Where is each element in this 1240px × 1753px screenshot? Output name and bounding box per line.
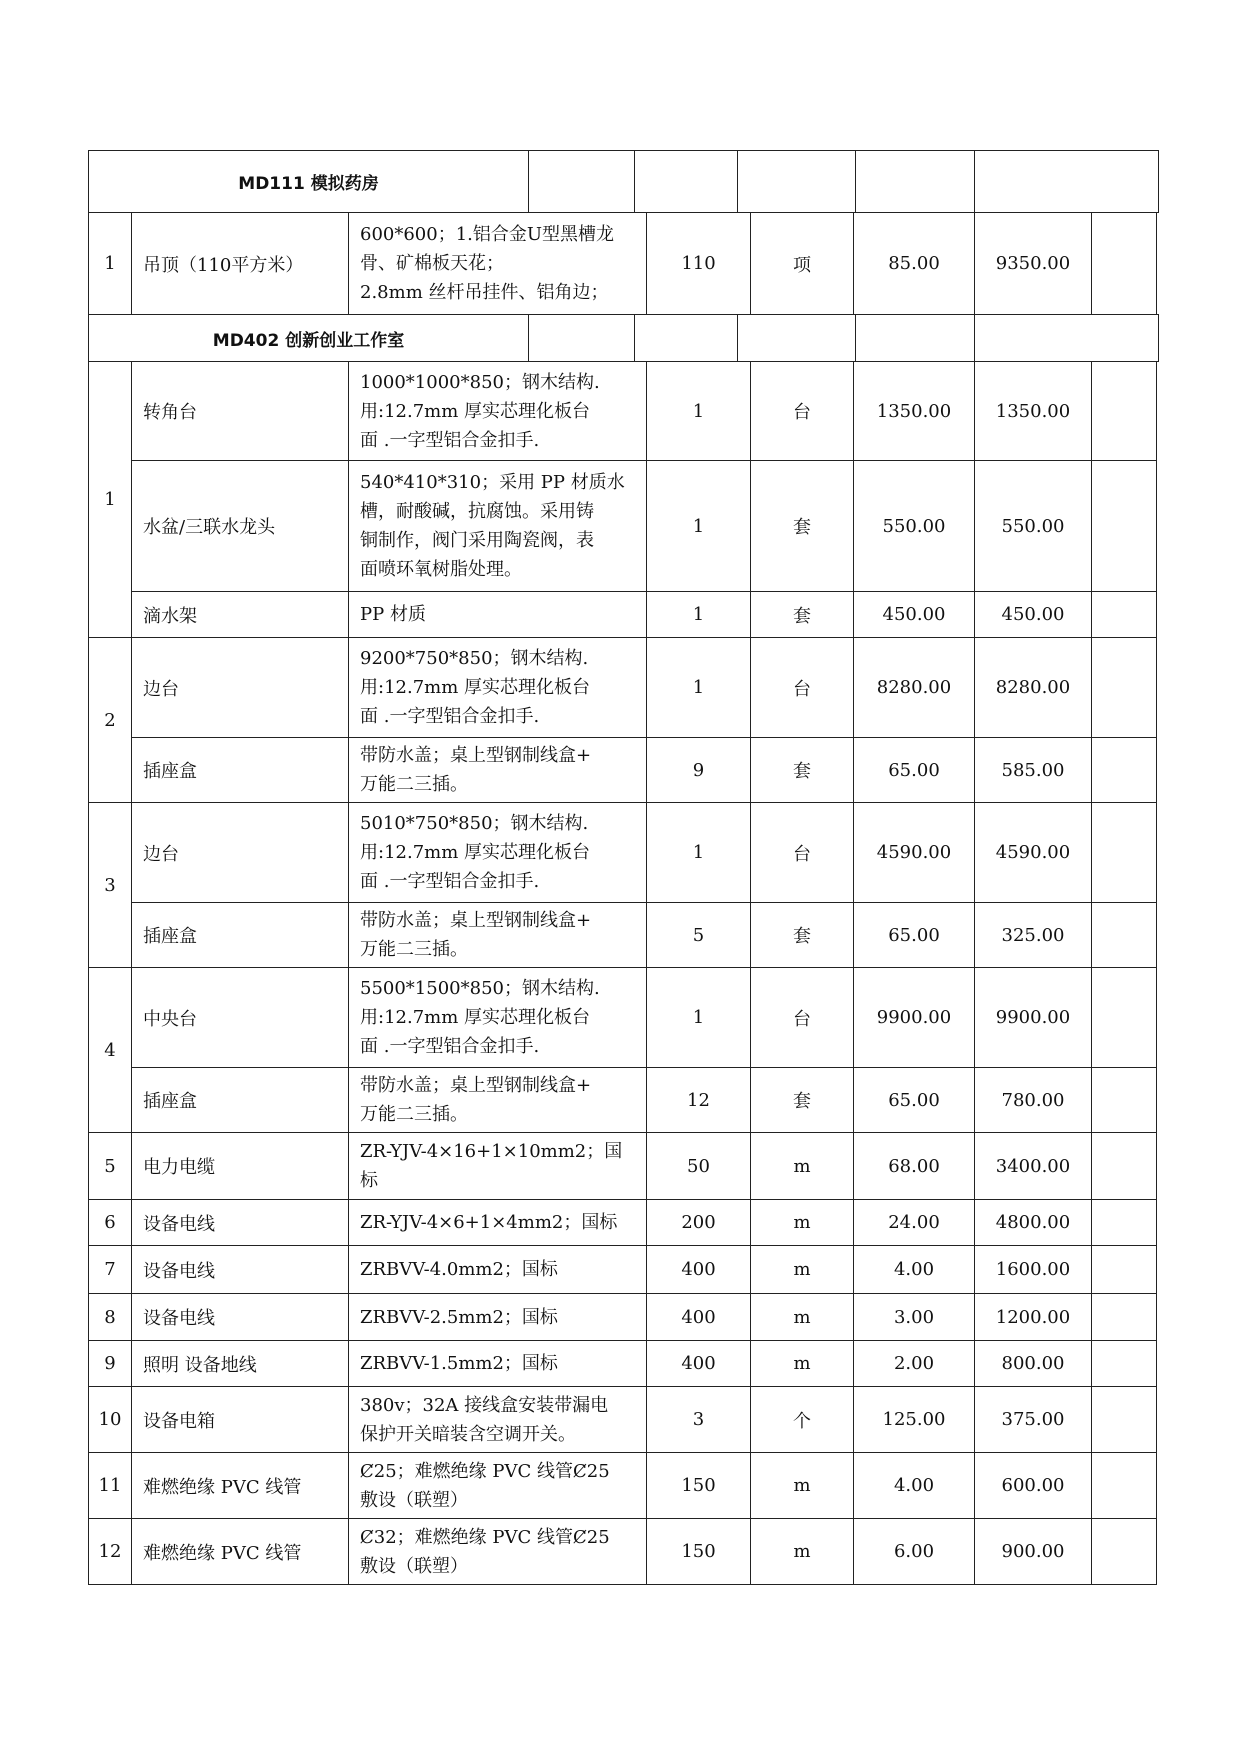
item-number: 7 xyxy=(89,1246,132,1294)
item-unit-price: 2.00 xyxy=(854,1341,975,1387)
item-quantity: 50 xyxy=(647,1133,751,1200)
item-quantity: 1 xyxy=(647,803,751,903)
item-spec: 5500*1500*850；钢木结构. 用:12.7mm 厚实芯理化板台 面 .一字型铝合金扣手. xyxy=(349,968,647,1068)
item-remark xyxy=(1092,1387,1157,1453)
item-name: 设备电箱 xyxy=(132,1387,349,1453)
item-quantity: 150 xyxy=(647,1519,751,1585)
item-spec: ZRBVV-4.0mm2；国标 xyxy=(349,1246,647,1294)
item-unit-price: 1350.00 xyxy=(854,362,975,461)
item-number: 1 xyxy=(89,362,132,638)
item-spec: Ȼ32；难燃绝缘 PVC 线管Ȼ25 敷设（联塑） xyxy=(349,1519,647,1585)
item-unit: 台 xyxy=(751,362,854,461)
item-quantity: 9 xyxy=(647,738,751,803)
item-unit-price: 125.00 xyxy=(854,1387,975,1453)
item-remark xyxy=(1092,1068,1157,1133)
item-amount: 780.00 xyxy=(975,1068,1092,1133)
item-unit: 套 xyxy=(751,1068,854,1133)
item-name: 插座盒 xyxy=(132,1068,349,1133)
item-name: 设备电线 xyxy=(132,1246,349,1294)
item-unit: 套 xyxy=(751,592,854,638)
item-quantity: 400 xyxy=(647,1294,751,1341)
item-name: 吊顶（110平方米） xyxy=(132,213,349,315)
table-row xyxy=(89,903,1157,968)
item-unit: 个 xyxy=(751,1387,854,1453)
item-unit: 台 xyxy=(751,968,854,1068)
item-amount: 600.00 xyxy=(975,1453,1092,1519)
item-name: 难燃绝缘 PVC 线管 xyxy=(132,1519,349,1585)
table-row xyxy=(89,1133,1157,1200)
item-unit: 台 xyxy=(751,638,854,738)
item-unit-price: 65.00 xyxy=(854,903,975,968)
item-amount: 9350.00 xyxy=(975,213,1092,315)
item-unit: m xyxy=(751,1294,854,1341)
item-unit-price: 6.00 xyxy=(854,1519,975,1585)
item-quantity: 1 xyxy=(647,638,751,738)
table-row xyxy=(89,803,1157,903)
item-quantity: 1 xyxy=(647,592,751,638)
item-unit: m xyxy=(751,1453,854,1519)
item-quantity: 12 xyxy=(647,1068,751,1133)
item-name: 照明 设备地线 xyxy=(132,1341,349,1387)
table-row xyxy=(89,461,1157,592)
item-unit-price: 65.00 xyxy=(854,1068,975,1133)
item-amount: 1200.00 xyxy=(975,1294,1092,1341)
item-amount: 585.00 xyxy=(975,738,1092,803)
item-number: 3 xyxy=(89,803,132,968)
item-number: 12 xyxy=(89,1519,132,1585)
item-amount: 4590.00 xyxy=(975,803,1092,903)
item-spec: Ȼ25；难燃绝缘 PVC 线管Ȼ25 敷设（联塑） xyxy=(349,1453,647,1519)
item-quantity: 110 xyxy=(647,213,751,315)
item-remark xyxy=(1092,213,1157,315)
item-unit-price: 65.00 xyxy=(854,738,975,803)
table-row xyxy=(89,1246,1157,1294)
item-amount: 8280.00 xyxy=(975,638,1092,738)
item-name: 滴水架 xyxy=(132,592,349,638)
item-remark xyxy=(1092,803,1157,903)
item-remark xyxy=(1092,1294,1157,1341)
item-unit: 台 xyxy=(751,803,854,903)
item-quantity: 200 xyxy=(647,1200,751,1246)
item-remark xyxy=(1092,1246,1157,1294)
item-quantity: 1 xyxy=(647,968,751,1068)
item-name: 难燃绝缘 PVC 线管 xyxy=(132,1453,349,1519)
section-header-md111 xyxy=(88,150,1159,213)
item-unit: 套 xyxy=(751,903,854,968)
item-name: 电力电缆 xyxy=(132,1133,349,1200)
item-remark xyxy=(1092,968,1157,1068)
item-quantity: 3 xyxy=(647,1387,751,1453)
item-spec: 带防水盖；桌上型钢制线盒+ 万能二三插。 xyxy=(349,1068,647,1133)
item-spec: 9200*750*850；钢木结构. 用:12.7mm 厚实芯理化板台 面 .一字型铝合金扣手. xyxy=(349,638,647,738)
item-unit: 套 xyxy=(751,461,854,592)
item-number: 5 xyxy=(89,1133,132,1200)
table-row xyxy=(89,968,1157,1068)
table-row xyxy=(89,1068,1157,1133)
item-unit-price: 4.00 xyxy=(854,1453,975,1519)
item-quantity: 1 xyxy=(647,461,751,592)
item-spec: 带防水盖；桌上型钢制线盒+ 万能二三插。 xyxy=(349,738,647,803)
item-unit-price: 85.00 xyxy=(854,213,975,315)
item-amount: 9900.00 xyxy=(975,968,1092,1068)
item-spec: ZR-YJV-4×16+1×10mm2；国 标 xyxy=(349,1133,647,1200)
item-quantity: 400 xyxy=(647,1341,751,1387)
item-amount: 900.00 xyxy=(975,1519,1092,1585)
item-unit-price: 8280.00 xyxy=(854,638,975,738)
item-remark xyxy=(1092,362,1157,461)
table-row xyxy=(89,1341,1157,1387)
item-remark xyxy=(1092,1200,1157,1246)
item-remark xyxy=(1092,638,1157,738)
item-number: 1 xyxy=(89,213,132,315)
item-spec: 540*410*310；采用 PP 材质水 槽，耐酸碱，抗腐蚀。采用铸 铜制作，阀门采用陶瓷阀，表 面喷环氧树脂处理。 xyxy=(349,461,647,592)
table-row xyxy=(89,638,1157,738)
item-quantity: 400 xyxy=(647,1246,751,1294)
section-title: MD402 创新创业工作室 xyxy=(89,315,529,362)
item-unit-price: 9900.00 xyxy=(854,968,975,1068)
item-unit-price: 3.00 xyxy=(854,1294,975,1341)
item-spec: ZR-YJV-4×6+1×4mm2；国标 xyxy=(349,1200,647,1246)
item-unit: 套 xyxy=(751,738,854,803)
table-row xyxy=(89,362,1157,461)
item-name: 中央台 xyxy=(132,968,349,1068)
item-unit-price: 550.00 xyxy=(854,461,975,592)
item-amount: 4800.00 xyxy=(975,1200,1092,1246)
items-table-md111 xyxy=(88,212,1157,315)
item-spec: 1000*1000*850；钢木结构. 用:12.7mm 厚实芯理化板台 面 .一字型铝合金扣手. xyxy=(349,362,647,461)
table-row xyxy=(89,213,1157,315)
item-unit-price: 68.00 xyxy=(854,1133,975,1200)
item-unit: m xyxy=(751,1133,854,1200)
item-quantity: 150 xyxy=(647,1453,751,1519)
table-row xyxy=(89,1200,1157,1246)
item-amount: 800.00 xyxy=(975,1341,1092,1387)
item-spec: ZRBVV-1.5mm2；国标 xyxy=(349,1341,647,1387)
item-amount: 1350.00 xyxy=(975,362,1092,461)
item-spec: 600*600；1.铝合金U型黑槽龙 骨、矿棉板天花； 2.8mm 丝杆吊挂件、铝角边； xyxy=(349,213,647,315)
table-row xyxy=(89,1294,1157,1341)
table-row xyxy=(89,1387,1157,1453)
items-table-md402 xyxy=(88,361,1157,1585)
item-number: 8 xyxy=(89,1294,132,1341)
item-name: 水盆/三联水龙头 xyxy=(132,461,349,592)
item-remark xyxy=(1092,592,1157,638)
item-unit-price: 4590.00 xyxy=(854,803,975,903)
item-amount: 550.00 xyxy=(975,461,1092,592)
item-remark xyxy=(1092,461,1157,592)
item-quantity: 5 xyxy=(647,903,751,968)
item-name: 设备电线 xyxy=(132,1200,349,1246)
section-title: MD111 模拟药房 xyxy=(89,151,529,213)
item-number: 11 xyxy=(89,1453,132,1519)
item-amount: 1600.00 xyxy=(975,1246,1092,1294)
item-number: 4 xyxy=(89,968,132,1133)
table-row xyxy=(89,1453,1157,1519)
table-row xyxy=(89,738,1157,803)
item-number: 2 xyxy=(89,638,132,803)
section-header-md402 xyxy=(88,314,1159,362)
table-row xyxy=(89,592,1157,638)
item-spec: 带防水盖；桌上型钢制线盒+ 万能二三插。 xyxy=(349,903,647,968)
item-name: 转角台 xyxy=(132,362,349,461)
item-name: 设备电线 xyxy=(132,1294,349,1341)
item-spec: 380v；32A 接线盒安装带漏电 保护开关暗装含空调开关。 xyxy=(349,1387,647,1453)
item-remark xyxy=(1092,1133,1157,1200)
item-amount: 325.00 xyxy=(975,903,1092,968)
item-number: 10 xyxy=(89,1387,132,1453)
item-amount: 3400.00 xyxy=(975,1133,1092,1200)
item-spec: ZRBVV-2.5mm2；国标 xyxy=(349,1294,647,1341)
table-row xyxy=(89,1519,1157,1585)
item-amount: 450.00 xyxy=(975,592,1092,638)
item-number: 6 xyxy=(89,1200,132,1246)
item-remark xyxy=(1092,1519,1157,1585)
item-name: 插座盒 xyxy=(132,738,349,803)
item-name: 边台 xyxy=(132,803,349,903)
item-remark xyxy=(1092,903,1157,968)
item-quantity: 1 xyxy=(647,362,751,461)
item-unit-price: 450.00 xyxy=(854,592,975,638)
item-remark xyxy=(1092,738,1157,803)
item-remark xyxy=(1092,1453,1157,1519)
item-amount: 375.00 xyxy=(975,1387,1092,1453)
item-unit-price: 24.00 xyxy=(854,1200,975,1246)
item-spec: PP 材质 xyxy=(349,592,647,638)
item-remark xyxy=(1092,1341,1157,1387)
item-spec: 5010*750*850；钢木结构. 用:12.7mm 厚实芯理化板台 面 .一字型铝合金扣手. xyxy=(349,803,647,903)
item-name: 边台 xyxy=(132,638,349,738)
item-unit: m xyxy=(751,1200,854,1246)
item-unit: m xyxy=(751,1519,854,1585)
item-unit-price: 4.00 xyxy=(854,1246,975,1294)
item-unit: m xyxy=(751,1246,854,1294)
item-unit: m xyxy=(751,1341,854,1387)
item-unit: 项 xyxy=(751,213,854,315)
item-number: 9 xyxy=(89,1341,132,1387)
item-name: 插座盒 xyxy=(132,903,349,968)
